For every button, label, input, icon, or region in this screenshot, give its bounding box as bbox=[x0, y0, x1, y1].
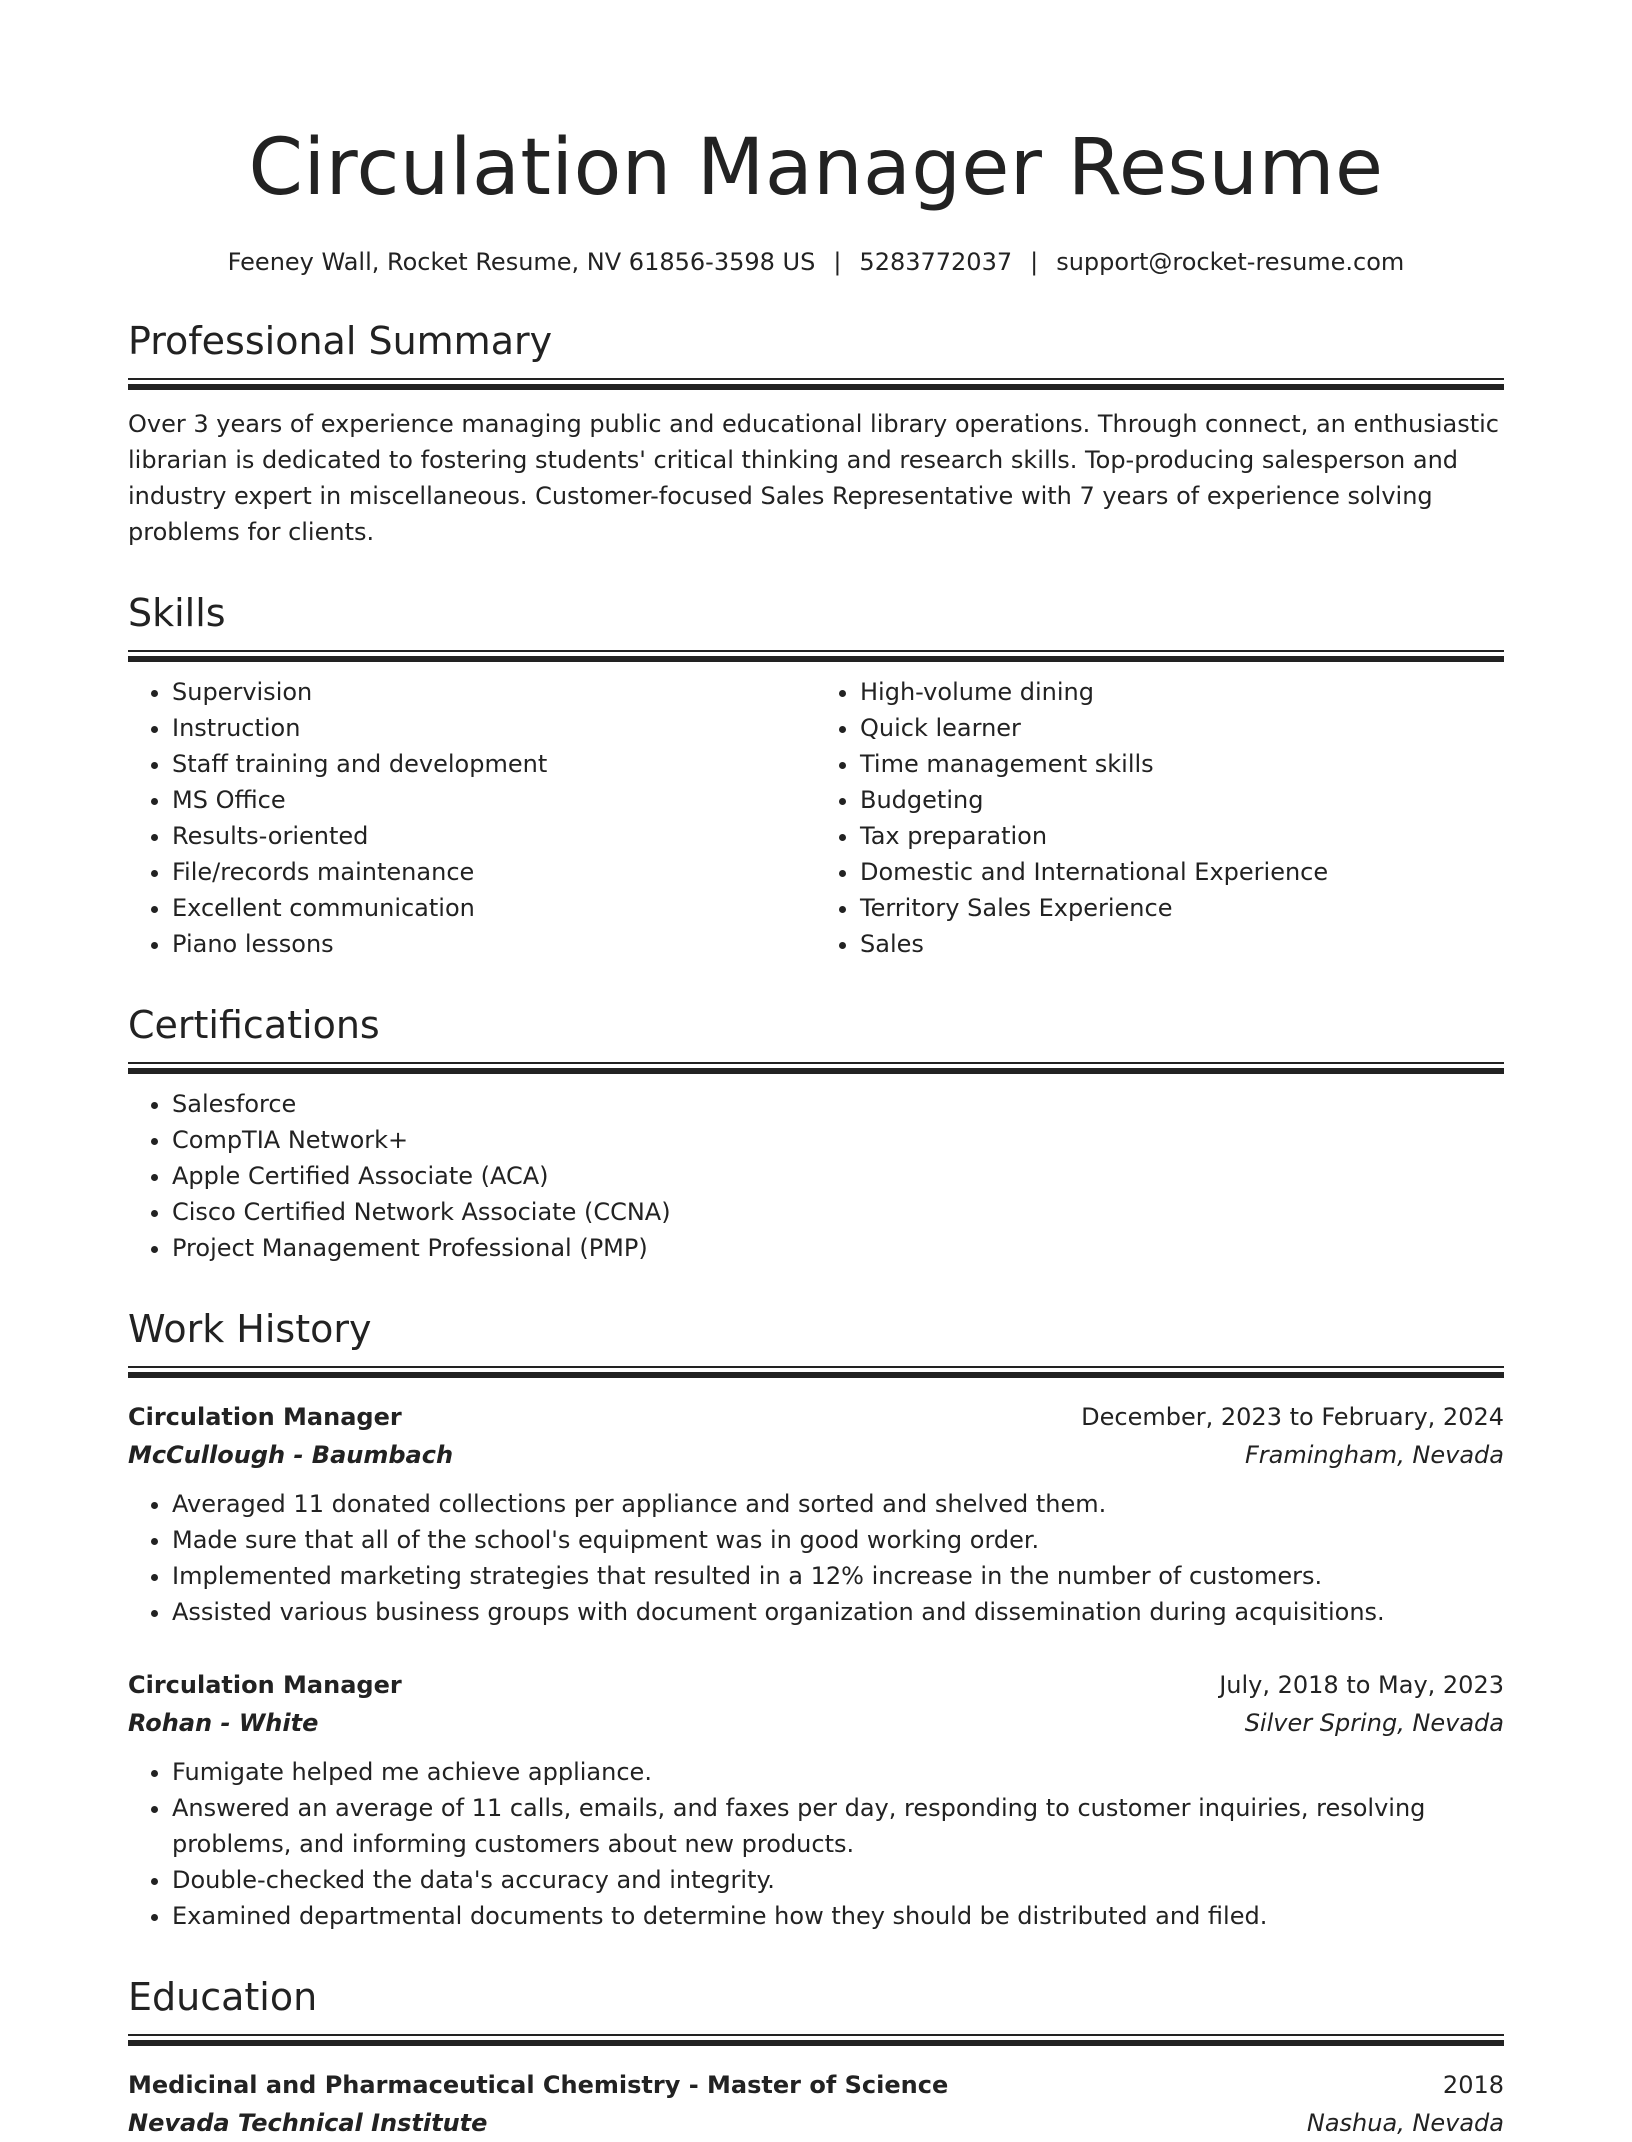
skill-item: • Excellent communication bbox=[172, 890, 816, 926]
summary-text: Over 3 years of experience managing public and educational library operations. Through connect, an enthusiastic librarian is dedicated to fostering students' critical thinking and research skills. Top-producing salesperson and industry expert in miscellaneous. Customer-focused Sales Representative with 7 years of experience solving problems for clients. bbox=[128, 410, 1499, 546]
education-heading: Education bbox=[128, 1975, 318, 2019]
skill-item: • Tax preparation bbox=[860, 818, 1504, 854]
section-divider-thick bbox=[128, 2040, 1504, 2046]
section-divider-thick bbox=[128, 1068, 1504, 1074]
certifications-heading: Certifications bbox=[128, 1003, 380, 1047]
contact-email: support@rocket-resume.com bbox=[1056, 248, 1405, 276]
page-title: Circulation Manager Resume bbox=[248, 123, 1384, 213]
job-entry bbox=[128, 1666, 1504, 1934]
job-dates: December, 2023 to February, 2024 bbox=[1081, 1403, 1504, 1431]
job-bullet: • Made sure that all of the school's equipment was in good working order. bbox=[172, 1522, 1504, 1558]
education-location: Nashua, Nevada bbox=[1306, 2109, 1504, 2137]
work-history-heading: Work History bbox=[128, 1307, 372, 1351]
section-divider bbox=[128, 1366, 1504, 1368]
contact-separator: | bbox=[833, 248, 842, 276]
job-company-row bbox=[128, 1436, 1504, 1474]
education-degree: Medicinal and Pharmaceutical Chemistry - Master of Science bbox=[128, 2071, 949, 2099]
skills-list-right bbox=[816, 674, 1504, 962]
skills-heading: Skills bbox=[128, 591, 226, 635]
summary-heading: Professional Summary bbox=[128, 319, 553, 363]
job-entry bbox=[128, 1398, 1504, 1630]
certification-item: • Salesforce bbox=[172, 1086, 1504, 1122]
job-header-row bbox=[128, 1398, 1504, 1436]
job-company: McCullough - Baumbach bbox=[128, 1441, 454, 1469]
contact-address: Feeney Wall, Rocket Resume, NV 61856-3598 US bbox=[227, 248, 816, 276]
certification-item: • CompTIA Network+ bbox=[172, 1122, 1504, 1158]
work-history-section bbox=[128, 1306, 1504, 1934]
section-divider bbox=[128, 378, 1504, 380]
skill-item: • Sales bbox=[860, 926, 1504, 962]
certifications-section bbox=[128, 1002, 1504, 1266]
job-title: Circulation Manager bbox=[128, 1671, 402, 1699]
skill-item: • Domestic and International Experience bbox=[860, 854, 1504, 890]
skill-item: • Staff training and development bbox=[172, 746, 816, 782]
contact-separator: | bbox=[1030, 248, 1039, 276]
contact-phone: 5283772037 bbox=[859, 248, 1013, 276]
job-bullet: • Examined departmental documents to determine how they should be distributed and filed. bbox=[172, 1898, 1504, 1934]
skill-item: • MS Office bbox=[172, 782, 816, 818]
job-bullet: • Implemented marketing strategies that resulted in a 12% increase in the number of customers. bbox=[172, 1558, 1504, 1594]
job-company-row bbox=[128, 1704, 1504, 1742]
section-divider-thick bbox=[128, 384, 1504, 390]
job-bullet: • Double-checked the data's accuracy and integrity. bbox=[172, 1862, 1504, 1898]
skills-section bbox=[128, 590, 1504, 962]
skill-item: • Quick learner bbox=[860, 710, 1504, 746]
skill-item: • Supervision bbox=[172, 674, 816, 710]
skills-list-left bbox=[128, 674, 816, 962]
section-divider-thick bbox=[128, 656, 1504, 662]
education-school: Nevada Technical Institute bbox=[128, 2109, 488, 2137]
job-bullet: • Assisted various business groups with document organization and dissemination during acquisitions. bbox=[172, 1594, 1504, 1630]
job-bullet: • Fumigate helped me achieve appliance. bbox=[172, 1754, 1504, 1790]
skill-item: • Budgeting bbox=[860, 782, 1504, 818]
job-location: Framingham, Nevada bbox=[1245, 1441, 1504, 1469]
job-dates: July, 2018 to May, 2023 bbox=[1219, 1671, 1504, 1699]
skill-item: • Piano lessons bbox=[172, 926, 816, 962]
section-divider bbox=[128, 650, 1504, 652]
job-header-row bbox=[128, 1666, 1504, 1704]
certification-item: • Cisco Certified Network Associate (CCNA) bbox=[172, 1194, 1504, 1230]
section-divider bbox=[128, 1062, 1504, 1064]
education-degree-row bbox=[128, 2066, 1504, 2104]
education-entry bbox=[128, 2066, 1504, 2142]
certification-item: • Project Management Professional (PMP) bbox=[172, 1230, 1504, 1266]
summary-section bbox=[128, 318, 1504, 550]
contact-line bbox=[128, 246, 1504, 278]
education-year: 2018 bbox=[1442, 2071, 1504, 2099]
skill-item: • Results-oriented bbox=[172, 818, 816, 854]
certifications-list bbox=[128, 1086, 1504, 1266]
skill-item: • High-volume dining bbox=[860, 674, 1504, 710]
certification-item: • Apple Certified Associate (ACA) bbox=[172, 1158, 1504, 1194]
education-school-row bbox=[128, 2104, 1504, 2142]
skills-columns bbox=[128, 674, 1504, 962]
skill-item: • Instruction bbox=[172, 710, 816, 746]
section-divider-thick bbox=[128, 1372, 1504, 1378]
skill-item: • Time management skills bbox=[860, 746, 1504, 782]
education-section bbox=[128, 1974, 1504, 2142]
job-bullet: • Answered an average of 11 calls, emails, and faxes per day, responding to customer inquiries, resolving problems, and informing customers about new products. bbox=[172, 1790, 1504, 1862]
skill-item: • Territory Sales Experience bbox=[860, 890, 1504, 926]
job-bullet: • Averaged 11 donated collections per appliance and sorted and shelved them. bbox=[172, 1486, 1504, 1522]
job-location: Silver Spring, Nevada bbox=[1244, 1709, 1504, 1737]
job-title: Circulation Manager bbox=[128, 1403, 402, 1431]
section-divider bbox=[128, 2034, 1504, 2036]
skill-item: • File/records maintenance bbox=[172, 854, 816, 890]
job-bullets bbox=[128, 1486, 1504, 1630]
job-bullets bbox=[128, 1754, 1504, 1934]
job-company: Rohan - White bbox=[128, 1709, 319, 1737]
